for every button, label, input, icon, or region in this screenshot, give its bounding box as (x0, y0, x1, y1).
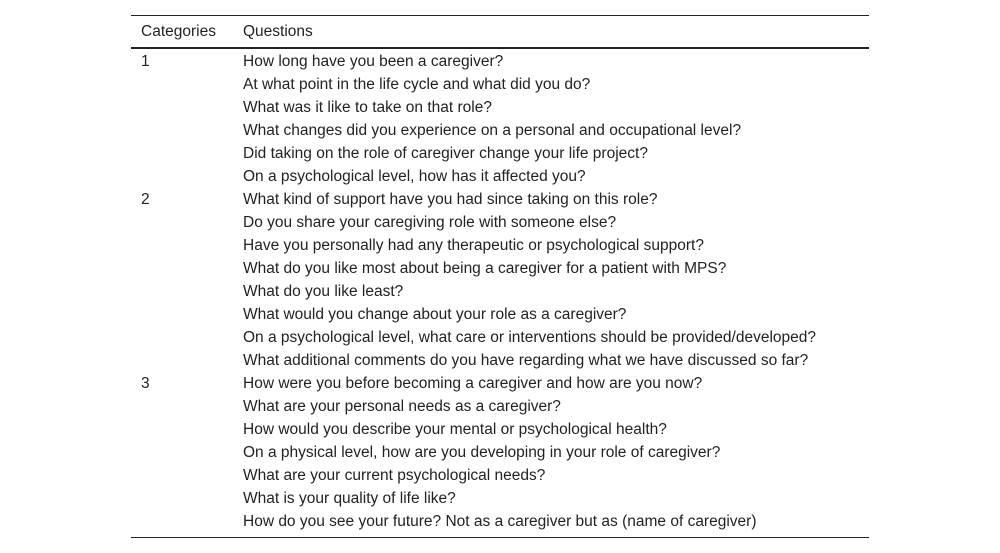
category-cell (131, 487, 243, 510)
question-cell: Do you share your caregiving role with someone else? (243, 214, 617, 231)
table-row (131, 464, 869, 487)
header-categories: Categories (141, 22, 216, 40)
question-cell: What was it like to take on that role? (243, 99, 492, 116)
question-cell: At what point in the life cycle and what did you do? (243, 76, 591, 93)
question-cell: What kind of support have you had since taking on this role? (243, 191, 658, 208)
table-row (131, 326, 869, 349)
table-row (131, 211, 869, 234)
table-row (131, 510, 869, 538)
question-cell: How were you before becoming a caregiver and how are you now? (243, 375, 703, 392)
questions-table (131, 15, 869, 538)
table-row (131, 119, 869, 142)
header-row (131, 16, 869, 49)
category-cell: 3 (141, 375, 150, 392)
table-row (131, 234, 869, 257)
question-cell: What additional comments do you have regarding what we have discussed so far? (243, 352, 809, 369)
category-cell (131, 441, 243, 464)
table-row (131, 487, 869, 510)
question-cell: Have you personally had any therapeutic or psychological support? (243, 237, 704, 254)
question-cell: What are your personal needs as a caregiver? (243, 398, 561, 415)
question-cell: What would you change about your role as a caregiver? (243, 306, 627, 323)
category-cell (131, 303, 243, 326)
question-cell: What is your quality of life like? (243, 490, 456, 507)
table-body (131, 48, 869, 538)
table-header (131, 16, 869, 49)
table-row (131, 280, 869, 303)
question-cell: On a psychological level, what care or interventions should be provided/developed? (243, 329, 816, 346)
question-cell: Did taking on the role of caregiver change your life project? (243, 145, 648, 162)
question-cell: What do you like most about being a caregiver for a patient with MPS? (243, 260, 727, 277)
category-cell (131, 280, 243, 303)
question-cell: On a physical level, how are you developing in your role of caregiver? (243, 444, 721, 461)
table-row (131, 418, 869, 441)
category-cell (131, 119, 243, 142)
category-cell (131, 349, 243, 372)
category-cell (131, 73, 243, 96)
table-row (131, 142, 869, 165)
table-row (131, 188, 869, 211)
table-row (131, 257, 869, 280)
category-cell: 1 (141, 53, 150, 70)
table-row (131, 372, 869, 395)
table-row (131, 441, 869, 464)
category-cell (131, 326, 243, 349)
question-cell: What do you like least? (243, 283, 404, 300)
question-cell: What are your current psychological needs? (243, 467, 546, 484)
category-cell (131, 96, 243, 119)
category-cell (131, 395, 243, 418)
category-cell: 2 (141, 191, 150, 208)
question-cell: How do you see your future? Not as a caregiver but as (name of caregiver) (243, 513, 757, 530)
questions-table-container (131, 15, 869, 538)
category-cell (131, 142, 243, 165)
table-row (131, 395, 869, 418)
table-row (131, 303, 869, 326)
table-row (131, 349, 869, 372)
question-cell: How would you describe your mental or psychological health? (243, 421, 667, 438)
category-cell (131, 257, 243, 280)
question-cell: What changes did you experience on a personal and occupational level? (243, 122, 742, 139)
table-row (131, 96, 869, 119)
question-cell: On a psychological level, how has it affected you? (243, 168, 586, 185)
category-cell (131, 211, 243, 234)
category-cell (131, 165, 243, 188)
table-row (131, 73, 869, 96)
table-row (131, 165, 869, 188)
category-cell (131, 418, 243, 441)
category-cell (131, 464, 243, 487)
category-cell (131, 234, 243, 257)
category-cell (131, 510, 243, 538)
table-row (131, 48, 869, 73)
header-questions: Questions (243, 22, 313, 40)
question-cell: How long have you been a caregiver? (243, 53, 504, 70)
